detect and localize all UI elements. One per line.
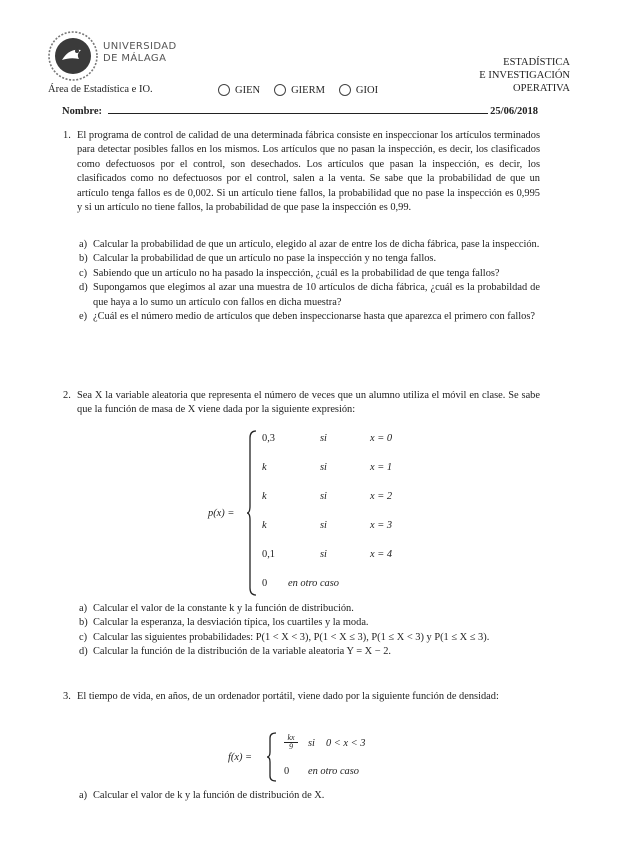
case-condition: si bbox=[320, 549, 327, 560]
sub-text: Calcular el valor de la constante k y la función de distribución. bbox=[93, 603, 354, 614]
university-logo bbox=[47, 30, 99, 82]
pmf-case bbox=[262, 520, 422, 534]
case-value: k bbox=[262, 462, 267, 473]
question-text: El programa de control de calidad de una determinada fábrica consiste en inspeccionar los artículos terminados para detectar posibles fallos en los mismos. Los artículos que no pasan la inspección, es decir, los clasificados como defectuosos por el control, son desechados. Los artículos que pasan la inspección, es decir, los clasificados como no defectuosos por el control, salen a la venta. Se sabe que la probabilidad de que un artículo tenga fallos es de 0,002. Si un artículo tiene fallos, la probabilidad que no pase la inspección es 0,995 y si un artículo no tiene fallos, la probabilidad de que pase la inspección es 0,99. bbox=[77, 130, 540, 214]
sub-label: b) bbox=[79, 617, 88, 629]
subquestion bbox=[79, 631, 540, 645]
sub-text: Calcular la probabilidad de que un artículo no pase la inspección y no tenga fallos. bbox=[93, 253, 437, 265]
question-number: 1. bbox=[63, 130, 71, 141]
sub-label: a) bbox=[79, 603, 88, 614]
dept-line-3: OPERATIVA bbox=[513, 83, 570, 94]
pmf-case bbox=[262, 549, 422, 563]
sub-label: c) bbox=[79, 631, 88, 643]
sub-label: a) bbox=[79, 790, 88, 801]
subquestion bbox=[79, 645, 540, 659]
university-name bbox=[103, 41, 177, 65]
area-label: Área de Estadística e IO. bbox=[48, 84, 153, 95]
case-value: 0 bbox=[284, 766, 290, 777]
sub-label: a) bbox=[79, 239, 88, 250]
degree-option-gioi[interactable] bbox=[339, 84, 378, 96]
sub-text: Sabiendo que un artículo no ha pasado la inspección, ¿cuál es la probabilidad de que tenga fallos? bbox=[93, 267, 500, 279]
sub-label: d) bbox=[79, 282, 88, 294]
sub-text: Calcular las siguientes probabilidades: P(1 < X < 3), P(1 < X ≤ 3), P(1 ≤ X < 3) y P(1 ≤ X ≤ 3). bbox=[93, 631, 490, 643]
subquestion bbox=[79, 602, 540, 616]
subquestion bbox=[79, 789, 540, 803]
case-value: k bbox=[262, 491, 267, 502]
left-brace-icon bbox=[266, 732, 278, 782]
pmf-case bbox=[262, 578, 422, 592]
fraction-denominator: 9 bbox=[284, 742, 298, 751]
sub-text: Supongamos que elegimos al azar una muestra de 10 artículos de dicha fábrica, ¿cuál es la probabildad de que haya a lo sumo un artículo con fallos en dicha muestra? bbox=[93, 282, 540, 308]
degree-label: GIEN bbox=[235, 84, 261, 96]
case-equation: x = 3 bbox=[370, 520, 393, 531]
exam-date: 25/06/2018 bbox=[490, 106, 538, 117]
subquestion bbox=[79, 281, 540, 310]
fraction bbox=[284, 734, 298, 751]
sub-label: b) bbox=[79, 253, 88, 265]
name-label: Nombre: bbox=[62, 106, 103, 117]
case-value: k bbox=[262, 520, 267, 531]
radio-circle-icon[interactable] bbox=[218, 84, 230, 96]
pmf-label: p(x) = bbox=[208, 508, 235, 519]
case-value: 0,3 bbox=[262, 433, 275, 444]
pmf-case bbox=[262, 462, 422, 476]
question-3-subs bbox=[79, 789, 540, 803]
question-number: 3. bbox=[63, 691, 71, 702]
question-text: Sea X la variable aleatoria que representa el número de veces que un alumno utiliza el móvil en clase. Se sabe que la función de masa de X viene dada por la siguiente expresión: bbox=[77, 390, 540, 416]
sub-label: d) bbox=[79, 646, 88, 658]
case-condition: en otro caso bbox=[308, 766, 359, 777]
sub-text: Calcular la esperanza, la desviación típica, los cuartiles y la moda. bbox=[93, 617, 369, 629]
sub-text: ¿Cuál es el número medio de artículos que deben inspeccionarse hasta que aparezca el primero con fallos? bbox=[93, 311, 535, 323]
dept-line-1: ESTADÍSTICA bbox=[503, 57, 570, 68]
fraction-numerator: kx bbox=[287, 733, 295, 742]
density-label: f(x) = bbox=[228, 752, 253, 763]
question-number: 2. bbox=[63, 390, 71, 401]
sub-text: Calcular la probabilidad de que un artículo, elegido al azar de entre los de dicha fábrica, pase la inspección. bbox=[93, 239, 540, 250]
case-equation: x = 2 bbox=[370, 491, 393, 502]
question-3 bbox=[63, 690, 540, 704]
case-condition: en otro caso bbox=[288, 578, 339, 589]
case-value: 0 bbox=[262, 578, 268, 589]
pmf-case bbox=[262, 433, 422, 447]
pmf-case bbox=[262, 491, 422, 505]
degree-label: GIOI bbox=[355, 84, 379, 96]
radio-circle-icon[interactable] bbox=[339, 84, 351, 96]
case-equation: x = 4 bbox=[370, 549, 393, 560]
case-value: 0,1 bbox=[262, 549, 275, 560]
subquestion bbox=[79, 310, 540, 324]
question-2-subs bbox=[79, 602, 540, 660]
case-condition: si bbox=[320, 491, 327, 502]
case-equation: x = 1 bbox=[370, 462, 393, 473]
sub-text: Calcular el valor de k y la función de distribución de X. bbox=[93, 790, 325, 801]
university-line-1: UNIVERSIDAD bbox=[103, 41, 177, 52]
question-1 bbox=[63, 129, 540, 215]
degree-option-gierm[interactable] bbox=[274, 84, 325, 96]
question-2 bbox=[63, 389, 540, 418]
sub-label: c) bbox=[79, 267, 88, 279]
left-brace-icon bbox=[246, 430, 258, 596]
case-range: 0 < x < 3 bbox=[326, 738, 366, 749]
question-1-subs bbox=[79, 238, 540, 324]
dept-line-2: E INVESTIGACIÓN bbox=[479, 70, 570, 81]
subquestion bbox=[79, 267, 540, 281]
degree-option-gien[interactable] bbox=[218, 84, 260, 96]
sub-label: e) bbox=[79, 311, 88, 323]
name-field[interactable] bbox=[108, 112, 488, 114]
question-text: El tiempo de vida, en años, de un ordenador portátil, viene dado por la siguiente función de densidad: bbox=[77, 691, 499, 702]
department-title bbox=[479, 56, 570, 95]
subquestion bbox=[79, 252, 540, 266]
sub-text: Calcular la función de la distribución de la variable aleatoria Y = X − 2. bbox=[93, 646, 392, 658]
case-condition: si bbox=[320, 433, 327, 444]
subquestion bbox=[79, 238, 540, 252]
radio-circle-icon[interactable] bbox=[274, 84, 286, 96]
name-row bbox=[62, 106, 538, 117]
case-condition: si bbox=[308, 738, 315, 749]
degree-label: GIERM bbox=[291, 84, 325, 96]
case-condition: si bbox=[320, 520, 327, 531]
degree-options bbox=[218, 84, 378, 96]
case-condition: si bbox=[320, 462, 327, 473]
case-equation: x = 0 bbox=[370, 433, 393, 444]
university-line-2: DE MÁLAGA bbox=[103, 53, 167, 64]
subquestion bbox=[79, 616, 540, 630]
